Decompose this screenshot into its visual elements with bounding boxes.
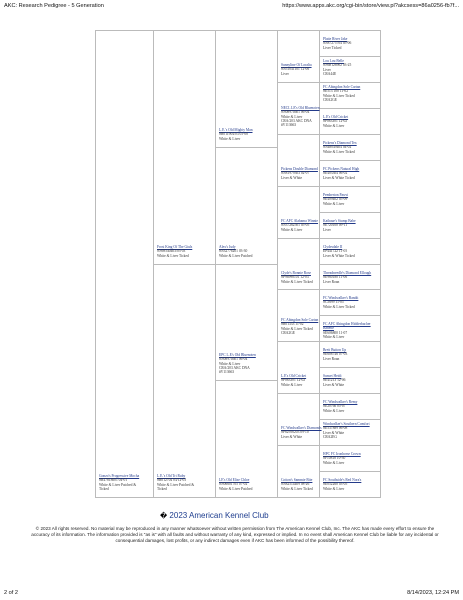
dog-detail-line: SE537889 06-08	[323, 426, 348, 431]
dog-detail-line: White & Liver	[281, 227, 303, 232]
pedigree-horizontal-divider	[277, 82, 319, 83]
dog-detail-line: SP96998101 12-03	[281, 275, 309, 280]
club-mark: �	[160, 513, 168, 520]
pedigree-entry-gen5	[323, 478, 379, 491]
dog-detail-line: White & Liver Patched	[219, 253, 253, 258]
pedigree-entry-gen5	[323, 422, 379, 439]
pedigree-entry-gen5	[323, 322, 379, 339]
pedigree-horizontal-divider	[277, 186, 319, 187]
dog-detail-line: CRA2EG	[323, 434, 337, 439]
dog-detail-line: White & Liver	[323, 123, 345, 128]
dog-detail-line: Liver	[281, 71, 289, 76]
print-header-title: AKC: Research Pedigree - 5 Generation	[4, 3, 104, 9]
pedigree-horizontal-divider	[319, 264, 381, 265]
dog-name-link[interactable]: Threadneedle's Diamond Ellough	[323, 271, 372, 275]
dog-detail-line: CRA/203 AKC DNA	[219, 365, 250, 370]
dog-detail-line: SE41213 12-06	[323, 378, 346, 383]
pedigree-entry-gen5	[323, 115, 379, 128]
pedigree-horizontal-divider	[319, 186, 381, 187]
pedigree-horizontal-divider	[319, 497, 381, 498]
dog-detail-line: SN82514409 08-26	[281, 482, 310, 487]
dog-name-link[interactable]: L.E's Old Cricket	[281, 374, 307, 378]
dog-detail-line: SR47818601 04-01	[99, 478, 128, 483]
pedigree-horizontal-divider	[277, 341, 319, 342]
dog-detail-line: SN69540403/03-03	[157, 249, 186, 254]
dog-detail-line: White & Liver	[323, 460, 345, 465]
print-footer-datetime: 8/14/2023, 12:24 PM	[407, 590, 459, 596]
pedigree-entry-gen5	[323, 400, 379, 413]
pedigree-entry-gen5	[323, 193, 379, 206]
pedigree-horizontal-divider	[215, 147, 277, 148]
dog-detail-line: White & Liver Patched &	[157, 482, 195, 487]
dog-detail-line: White & Liver Ticked	[323, 149, 355, 154]
dog-name-link[interactable]: L.E.'s Old Mighty Man	[219, 128, 253, 132]
dog-detail-line: SE513 100 11-02	[323, 89, 349, 94]
dog-detail-line: SP62956203 09-10	[281, 430, 309, 435]
pedigree-entry-gen2	[157, 245, 211, 258]
dog-detail-line: SN06601705 07-02	[219, 482, 248, 487]
dog-detail-line: SN08974601 06-04	[281, 110, 310, 115]
dog-detail-line: White & Liver	[219, 361, 241, 366]
dog-detail-line: White & Liver Ticked	[281, 486, 313, 491]
pedigree-horizontal-divider	[215, 264, 277, 265]
dog-detail-line: SP083301 12-02	[323, 119, 348, 124]
dog-name-link[interactable]: FC Windwalker's Diamonds	[281, 426, 322, 430]
pedigree-entry-gen3	[219, 128, 273, 141]
pedigree-horizontal-divider	[319, 445, 381, 446]
dog-detail-line: Liver & White	[323, 382, 345, 387]
dog-detail-line: SN51041101 12-06	[281, 67, 310, 72]
dog-detail-line: White & Liver Ticked	[157, 253, 189, 258]
pedigree-horizontal-divider	[319, 367, 381, 368]
dog-detail-line: SP083301 12-02	[281, 378, 306, 383]
pedigree-entry-gen3	[219, 478, 273, 491]
dog-detail-line: Liver & White	[281, 175, 303, 180]
dog-detail-line: SE720100 09-11	[323, 223, 348, 228]
pedigree-horizontal-divider	[319, 419, 381, 420]
akc-copyright-heading	[160, 511, 269, 520]
dog-detail-line: SE606800 11-07	[323, 330, 348, 335]
dog-name-link[interactable]: Clydesdale II	[323, 245, 343, 249]
dog-detail-line: Liver & White Ticked	[323, 175, 355, 180]
dog-name-link[interactable]: FC AFC Abingdon Hidderbacher Babette	[323, 322, 371, 331]
dog-detail-line: White & Liver Ticked	[281, 326, 313, 331]
pedigree-horizontal-divider	[319, 160, 381, 161]
dog-name-link[interactable]: Frost King Of The Giuls	[157, 245, 193, 249]
dog-detail-line: SN48049404 04-02	[323, 145, 352, 150]
pedigree-horizontal-divider	[215, 380, 277, 381]
dog-name-link[interactable]: Kathaue's Stump Babe	[323, 219, 356, 223]
dog-name-link[interactable]: Alex's Judy	[219, 245, 236, 249]
pedigree-horizontal-divider	[319, 393, 381, 394]
dog-name-link[interactable]: FC Abingdon Sole Cartan	[281, 318, 319, 322]
dog-detail-line: White & Liver	[281, 382, 303, 387]
dog-detail-line: SR012704 03/12-03	[157, 478, 187, 483]
dog-name-link[interactable]: FC Southside's Red Nora's	[323, 478, 362, 482]
pedigree-entry-gen5	[323, 141, 379, 154]
dog-detail-line: White & Liver Ticked	[281, 279, 313, 284]
dog-name-link[interactable]: Cotton's Sammie Bite	[281, 478, 313, 482]
dog-detail-line: White & Liver Ticked	[323, 93, 355, 98]
dog-detail-line: CRA/203 AKC DNA	[281, 118, 312, 123]
dog-name-link[interactable]: Sunnyline Of Loralta	[281, 63, 312, 67]
pedigree-horizontal-divider	[95, 30, 153, 31]
dog-detail-line: #V113663	[219, 370, 235, 375]
dog-name-link[interactable]: Gonzo's Progressive Mocha	[99, 474, 140, 478]
dog-detail-line: Liver	[323, 67, 331, 72]
dog-name-link[interactable]: Pemberton Pawsi	[323, 193, 349, 197]
pedigree-entry-gen5	[323, 59, 379, 76]
dog-detail-line: Ticked	[99, 486, 109, 491]
pedigree-entry-gen5	[323, 452, 379, 465]
dog-name-link[interactable]: FC Abingdon Sole Cartan	[323, 85, 361, 89]
dog-detail-line: Liver Roan	[323, 279, 340, 284]
dog-name-link[interactable]: Platte River Jake	[323, 37, 348, 41]
pedigree-horizontal-divider	[319, 238, 381, 239]
print-header-url: https://www.apps.akc.org/cgi-bin/store/view.pl?akcsess=86a0256-fb7f...	[282, 3, 459, 9]
dog-detail-line: SE20766 05-07	[323, 404, 346, 409]
dog-name-link[interactable]: Clyde's Bonnie Rose	[281, 271, 311, 275]
pedigree-horizontal-divider	[277, 238, 319, 239]
dog-detail-line: SE608746 07-03	[323, 352, 348, 357]
pedigree-horizontal-divider	[319, 56, 381, 57]
dog-detail-line: White & Liver	[323, 486, 345, 491]
pedigree-horizontal-divider	[319, 471, 381, 472]
dog-detail-line: Liver Roan	[323, 356, 340, 361]
dog-name-link[interactable]: L.E.'s Old Tri Ruby	[157, 474, 186, 478]
dog-name-link[interactable]: FC Pickens Natural High	[323, 167, 360, 171]
dog-detail-line: #V113663	[281, 123, 297, 128]
pedigree-entry-gen5	[323, 245, 379, 258]
dog-detail-line: White & Liver Ticked	[323, 304, 355, 309]
pedigree-horizontal-divider	[319, 134, 381, 135]
dog-detail-line: SN87275704 05-06	[323, 41, 352, 46]
dog-detail-line: Liver Ticked	[323, 45, 342, 50]
club-link[interactable]: 2023 American Kennel Club	[169, 511, 269, 520]
dog-detail-line: CRA2GE	[281, 330, 295, 335]
dog-detail-line: SN37262501 05-05	[281, 223, 310, 228]
dog-detail-line: SE409402 05-09	[323, 197, 348, 202]
pedigree-entry-gen5	[323, 348, 379, 361]
pedigree-horizontal-divider	[215, 497, 277, 498]
pedigree-chart	[95, 30, 381, 497]
dog-name-link[interactable]: Pickens Double Diamond	[281, 167, 318, 171]
pedigree-horizontal-divider	[319, 315, 381, 316]
pedigree-horizontal-divider	[319, 82, 381, 83]
pedigree-entry-gen5	[323, 296, 379, 309]
copyright-notice: © 2023 All rights reserved. No material may be reproduced in any manner whatsoever without written permission from The American Kennel Club, Inc. The AKC has made every effort to ensure the accuracy of its information. The information provided is "as is" with all faults and without warranty of any kind, expressed or implied. In no event shall American Kennel Club be liable for any incidental or consequential damages, lost profits, or any indirect damages even if AKC has been informed of the possibility thereof.	[31, 526, 439, 543]
pedigree-horizontal-divider	[319, 289, 381, 290]
dog-detail-line: CRA44E	[323, 71, 337, 76]
pedigree-entry-gen5	[323, 374, 379, 387]
dog-detail-line: White & Liver Patched &	[99, 482, 137, 487]
dog-detail-line: White & Liver	[323, 408, 345, 413]
dog-detail-line: White & Liver	[323, 334, 345, 339]
pedigree-entry-gen3	[219, 353, 273, 374]
dog-detail-line: SE052260 03-05	[323, 482, 348, 487]
dog-name-link[interactable]: Lou Lou Belle	[323, 59, 344, 63]
dog-name-link[interactable]: HPC FC Ironhorse Crown	[323, 452, 361, 456]
dog-detail-line: SF10818 10-30	[323, 456, 346, 461]
pedigree-entry-gen5	[323, 85, 379, 102]
pedigree-vertical-divider	[277, 30, 278, 497]
dog-detail-line: Ticked	[157, 486, 167, 491]
pedigree-horizontal-divider	[277, 30, 319, 31]
pedigree-entry-gen5	[323, 167, 379, 180]
dog-name-link[interactable]: L.E's Old Cricket	[323, 115, 349, 119]
dog-detail-line: SN32776201 03-30	[219, 249, 248, 254]
dog-name-link[interactable]: Sunset Heidi	[323, 374, 342, 378]
dog-name-link[interactable]: FC AFC Alabama Winnie	[281, 219, 319, 223]
dog-detail-line: SE960180 11-06	[323, 275, 348, 280]
dog-detail-line: EP441722 11-05	[323, 249, 348, 254]
pedigree-horizontal-divider	[153, 30, 215, 31]
pedigree-horizontal-divider	[153, 264, 215, 265]
dog-detail-line: SR01333 11-02	[281, 322, 304, 327]
dog-detail-line: Liver	[323, 227, 331, 232]
dog-detail-line: SN81979303 02-07	[281, 171, 310, 176]
pedigree-horizontal-divider	[277, 134, 319, 135]
pedigree-entry-gen5	[323, 271, 379, 284]
dog-detail-line: White & Liver	[219, 136, 241, 141]
pedigree-vertical-divider	[95, 30, 96, 497]
pedigree-entry-gen5	[323, 219, 379, 232]
pedigree-entry-gen2	[157, 474, 211, 491]
pedigree-horizontal-divider	[319, 341, 381, 342]
dog-detail-line: SC5699 11-05	[323, 300, 344, 305]
pedigree-horizontal-divider	[277, 393, 319, 394]
pedigree-horizontal-divider	[95, 497, 153, 498]
dog-detail-line: CRA2GE	[323, 97, 337, 102]
dog-detail-line: SN68126902 03-25	[323, 63, 352, 68]
dog-name-link[interactable]: Brett Button Up	[323, 348, 347, 352]
pedigree-vertical-divider	[380, 30, 381, 497]
pedigree-horizontal-divider	[319, 30, 381, 31]
dog-name-link[interactable]: NECL LE's Old Bluenoten	[281, 106, 320, 110]
pedigree-entry-gen1	[99, 474, 149, 491]
dog-detail-line: SR011904/03 05-08	[219, 132, 248, 137]
dog-name-link[interactable]: Windwalker's Southern Comfort	[323, 422, 370, 426]
dog-name-link[interactable]: Pickens's Diamond Tex	[323, 141, 357, 145]
pedigree-horizontal-divider	[277, 497, 319, 498]
dog-detail-line: Liver & White	[281, 434, 303, 439]
pedigree-entry-gen5	[323, 37, 379, 50]
dog-detail-line: Liver & White Ticked	[323, 253, 355, 258]
dog-detail-line: White & Liver Patched	[219, 486, 253, 491]
dog-detail-line: White & Liver	[323, 201, 345, 206]
dog-detail-line: White & Liver	[281, 114, 303, 119]
dog-name-link[interactable]: FC Windwalker's Bandit	[323, 296, 359, 300]
pedigree-horizontal-divider	[277, 289, 319, 290]
dog-detail-line: Liver & White	[323, 430, 345, 435]
print-footer-page: 2 of 2	[4, 590, 18, 596]
dog-detail-line: SN08974601 06-04	[219, 357, 248, 362]
dog-name-link[interactable]: LE's Old Elise Chloe	[219, 478, 250, 482]
pedigree-entry-gen3	[219, 245, 273, 258]
pedigree-horizontal-divider	[277, 445, 319, 446]
pedigree-horizontal-divider	[153, 497, 215, 498]
dog-name-link[interactable]: EPC L.E's Old Bluenoten	[219, 353, 256, 357]
pedigree-horizontal-divider	[215, 30, 277, 31]
dog-detail-line: SE403304 06-02	[323, 171, 348, 176]
dog-name-link[interactable]: FC Windwalker's Remy	[323, 400, 358, 404]
pedigree-horizontal-divider	[319, 212, 381, 213]
